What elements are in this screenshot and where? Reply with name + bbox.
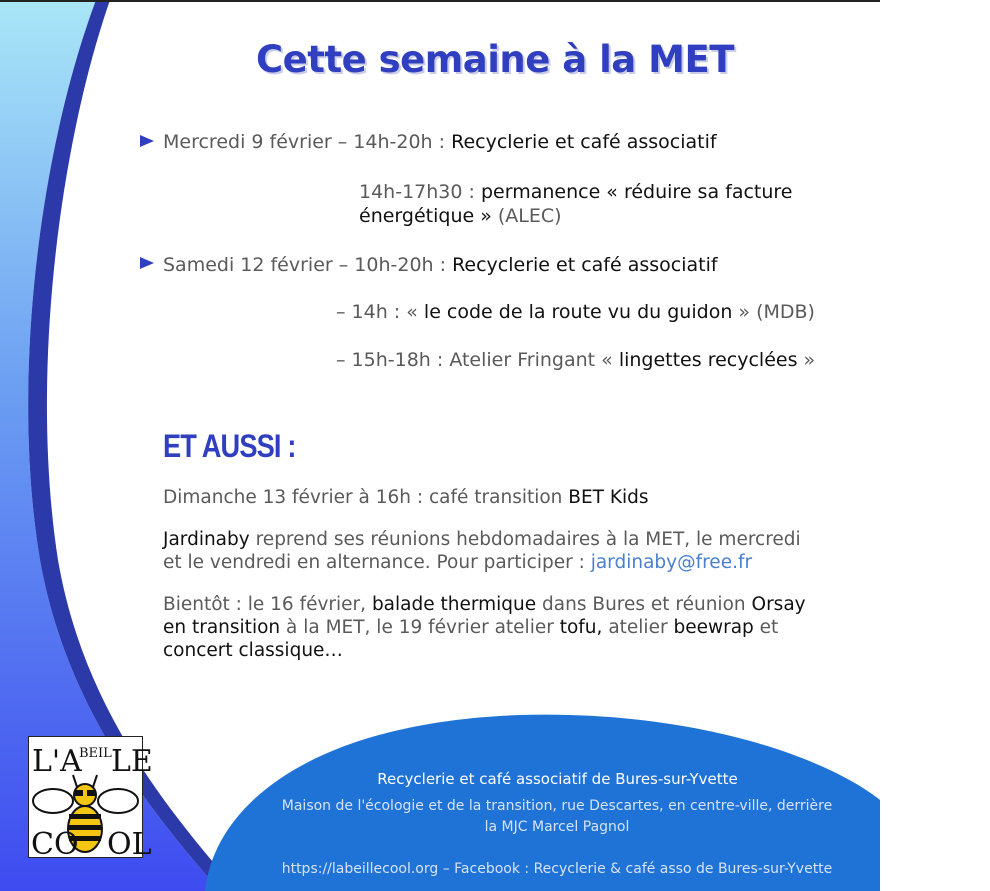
event-wednesday-permanence xyxy=(359,180,792,204)
highlight-text: beewrap xyxy=(673,617,754,638)
page-title: Cette semaine à la MET xyxy=(256,38,734,81)
paragraph-text: à la MET, le 19 février atelier xyxy=(286,617,554,638)
svg-text:BEIL: BEIL xyxy=(79,746,112,761)
paragraph-text: et xyxy=(759,617,779,638)
paragraph-text: dans Bures et réunion xyxy=(542,594,746,615)
svg-text:CO: CO xyxy=(31,827,79,862)
footer-address-line: Maison de l'écologie et de la transition, rue Descartes, en centre-ville, derrière xyxy=(281,798,833,814)
event-label: lingettes recyclées xyxy=(618,349,798,371)
paragraph-bet-kids xyxy=(163,486,823,509)
footer-links[interactable]: https://labeillecool.org – Facebook : Recyclerie & café asso de Bures-sur-Yvette xyxy=(281,861,833,877)
section-heading: ET AUSSI : xyxy=(163,428,296,464)
event-label: Recyclerie et café associatif xyxy=(451,131,717,153)
highlight-text: en transition xyxy=(163,617,281,638)
highlight-text: Orsay xyxy=(751,594,806,615)
event-label: Recyclerie et café associatif xyxy=(452,254,718,276)
highlight-text: Jardinaby xyxy=(163,529,250,550)
event-date: Mercredi 9 février – 14h-20h : xyxy=(163,131,446,153)
labeille-cool-logo xyxy=(28,736,153,862)
event-suffix: » (MDB) xyxy=(738,301,815,323)
bullet-arrow-icon xyxy=(140,257,154,269)
paragraph-text: Dimanche 13 février à 16h : café transition xyxy=(163,487,563,508)
highlight-text: balade thermique xyxy=(371,594,537,615)
paragraph-bientot xyxy=(163,593,823,662)
event-label: le code de la route vu du guidon xyxy=(423,301,733,323)
event-saturday-14h xyxy=(336,300,815,324)
event-suffix: (ALEC) xyxy=(497,205,562,227)
paragraph-text: atelier xyxy=(608,617,668,638)
highlight-text: concert classique… xyxy=(163,640,343,661)
footer-address xyxy=(272,796,842,838)
event-wednesday xyxy=(163,130,717,154)
footer-address-line: la MJC Marcel Pagnol xyxy=(484,819,630,835)
paragraph-text: et le vendredi en alternance. Pour participer : xyxy=(163,552,585,573)
svg-text:OL: OL xyxy=(107,827,152,862)
highlight-text: BET Kids xyxy=(568,487,649,508)
paragraph-text: reprend ses réunions hebdomadaires à la MET, le mercredi xyxy=(255,529,801,550)
event-saturday xyxy=(163,253,718,277)
highlight-text: tofu, xyxy=(559,617,603,638)
event-wednesday-permanence-cont xyxy=(359,204,562,228)
event-date: Samedi 12 février – 10h-20h : xyxy=(163,254,447,276)
event-time: 14h-17h30 : xyxy=(359,181,475,203)
event-prefix: – 15h-18h : Atelier Fringant « xyxy=(336,349,613,371)
event-saturday-15h xyxy=(336,348,815,372)
svg-text:LE: LE xyxy=(111,744,153,779)
svg-text:L'A: L'A xyxy=(32,744,82,779)
bee-logo-icon xyxy=(29,737,153,862)
bullet-arrow-icon xyxy=(140,135,154,147)
event-prefix: – 14h : « xyxy=(336,301,418,323)
event-label: énergétique » xyxy=(359,205,492,227)
paragraph-jardinaby xyxy=(163,528,823,574)
email-link[interactable]: jardinaby@free.fr xyxy=(590,552,753,573)
footer-title: Recyclerie et café associatif de Bures-sur-Yvette xyxy=(377,770,738,788)
event-label: permanence « réduire sa facture xyxy=(480,181,793,203)
event-suffix: » xyxy=(803,349,816,371)
paragraph-text: Bientôt : le 16 février, xyxy=(163,594,367,615)
